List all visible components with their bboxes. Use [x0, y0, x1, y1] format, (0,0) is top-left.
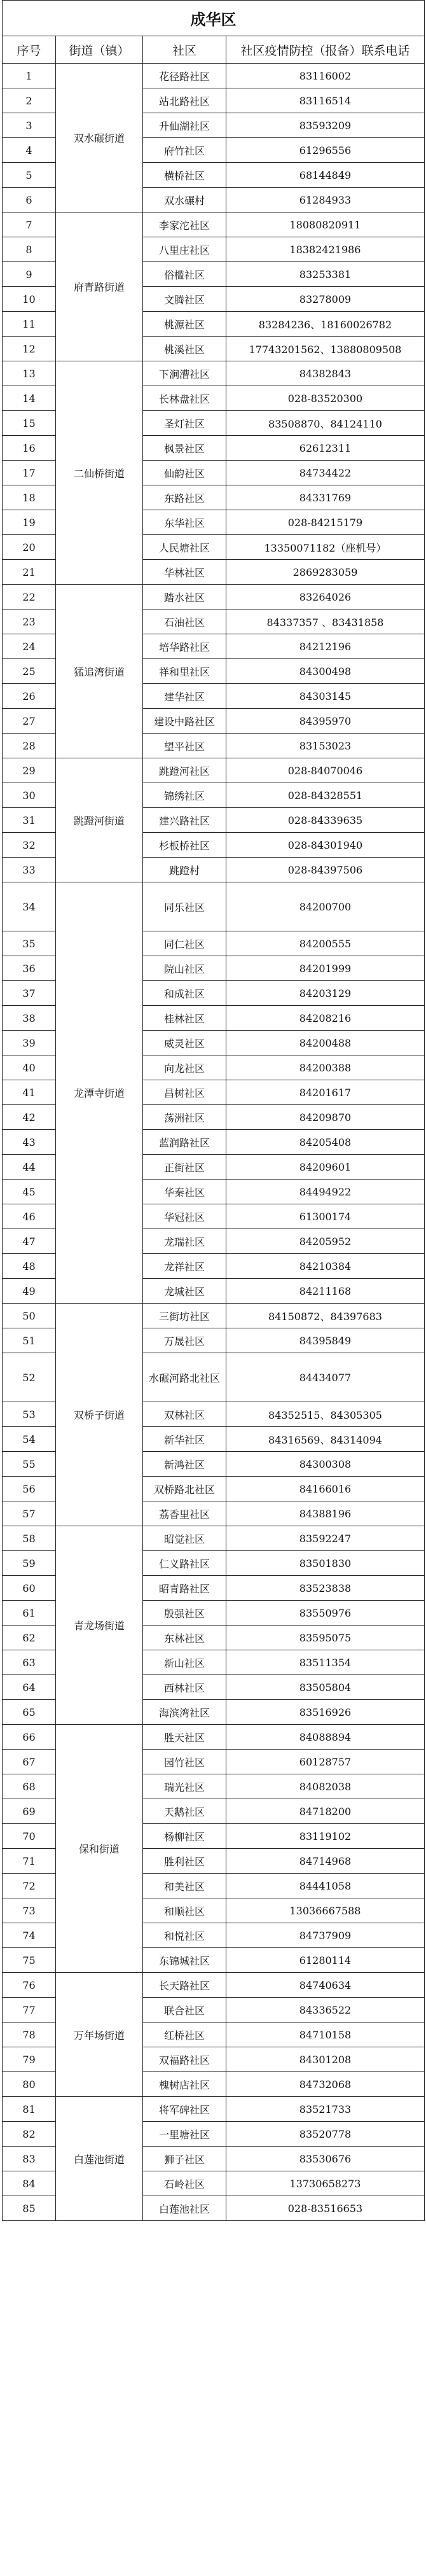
seq-cell: 54	[3, 1427, 56, 1452]
phone-cell: 84737909	[226, 1923, 425, 1948]
community-cell: 培华路社区	[143, 634, 226, 659]
phone-cell: 84388196	[226, 1501, 425, 1526]
phone-cell: 84208216	[226, 1006, 425, 1031]
phone-cell: 61296556	[226, 138, 425, 163]
community-cell: 建兴路社区	[143, 808, 226, 833]
community-cell: 建华社区	[143, 684, 226, 709]
community-cell: 八里庄社区	[143, 237, 226, 262]
seq-cell: 55	[3, 1452, 56, 1477]
phone-cell: 84200555	[226, 931, 425, 956]
phone-cell: 83595075	[226, 1626, 425, 1650]
phone-cell: 84205952	[226, 1229, 425, 1254]
community-cell: 俗槛社区	[143, 262, 226, 287]
header-street: 街道（镇）	[56, 36, 143, 64]
community-cell: 建设中路社区	[143, 709, 226, 734]
table-row	[3, 585, 425, 609]
seq-cell: 51	[3, 1328, 56, 1353]
street-cell: 猛追湾街道	[56, 585, 143, 758]
community-cell: 跳蹬河社区	[143, 758, 226, 783]
seq-cell: 46	[3, 1204, 56, 1229]
phone-cell: 84336522	[226, 1998, 425, 2023]
phone-cell: 84209870	[226, 1105, 425, 1130]
table-row	[3, 882, 425, 931]
street-cell: 青龙场街道	[56, 1526, 143, 1725]
community-cell: 升仙湖社区	[143, 113, 226, 138]
phone-cell: 84203129	[226, 981, 425, 1006]
header-phone: 社区疫情防控（报备）联系电话	[226, 36, 425, 64]
community-cell: 蓝润路社区	[143, 1130, 226, 1155]
community-cell: 仁义路社区	[143, 1551, 226, 1576]
community-cell: 万晟社区	[143, 1328, 226, 1353]
community-cell: 院山社区	[143, 956, 226, 981]
phone-cell: 83153023	[226, 734, 425, 758]
phone-cell: 84201617	[226, 1080, 425, 1105]
seq-cell: 64	[3, 1675, 56, 1700]
community-cell: 桂林社区	[143, 1006, 226, 1031]
phone-cell: 83119102	[226, 1824, 425, 1849]
phone-cell: 83511354	[226, 1650, 425, 1675]
seq-cell: 58	[3, 1526, 56, 1551]
seq-cell: 17	[3, 461, 56, 485]
community-cell: 桃源社区	[143, 312, 226, 337]
seq-cell: 59	[3, 1551, 56, 1576]
seq-cell: 25	[3, 659, 56, 684]
phone-cell: 84200700	[226, 882, 425, 931]
community-cell: 石油社区	[143, 609, 226, 634]
seq-cell: 45	[3, 1180, 56, 1204]
phone-cell: 18080820911	[226, 212, 425, 237]
seq-cell: 62	[3, 1626, 56, 1650]
seq-cell: 20	[3, 535, 56, 560]
seq-cell: 37	[3, 981, 56, 1006]
street-cell: 龙潭寺街道	[56, 882, 143, 1304]
community-cell: 正街社区	[143, 1155, 226, 1180]
table-row	[3, 1526, 425, 1551]
seq-cell: 7	[3, 212, 56, 237]
seq-cell: 30	[3, 783, 56, 808]
seq-cell: 13	[3, 361, 56, 386]
seq-cell: 65	[3, 1700, 56, 1725]
community-cell: 双水碾村	[143, 188, 226, 212]
community-cell: 狮子社区	[143, 2147, 226, 2171]
phone-cell: 13730658273	[226, 2171, 425, 2196]
seq-cell: 50	[3, 1304, 56, 1328]
street-cell: 二仙桥街道	[56, 361, 143, 585]
table-row	[3, 758, 425, 783]
seq-cell: 80	[3, 2072, 56, 2097]
community-cell: 胜天社区	[143, 1725, 226, 1750]
community-cell: 东路社区	[143, 485, 226, 510]
community-cell: 杨柳社区	[143, 1824, 226, 1849]
seq-cell: 19	[3, 510, 56, 535]
seq-cell: 22	[3, 585, 56, 609]
community-cell: 锦绣社区	[143, 783, 226, 808]
phone-cell: 84718200	[226, 1799, 425, 1824]
seq-cell: 3	[3, 113, 56, 138]
community-cell: 府竹社区	[143, 138, 226, 163]
community-cell: 昭觉社区	[143, 1526, 226, 1551]
phone-cell: 84300498	[226, 659, 425, 684]
street-cell: 双桥子街道	[56, 1304, 143, 1526]
seq-cell: 40	[3, 1055, 56, 1080]
seq-cell: 1	[3, 64, 56, 88]
phone-cell: 83550976	[226, 1601, 425, 1626]
phone-cell: 84382843	[226, 361, 425, 386]
phone-cell: 84303145	[226, 684, 425, 709]
phone-cell: 84200388	[226, 1055, 425, 1080]
seq-cell: 72	[3, 1874, 56, 1898]
community-cell: 双福路社区	[143, 2047, 226, 2072]
phone-cell: 83523838	[226, 1576, 425, 1601]
seq-cell: 63	[3, 1650, 56, 1675]
community-cell: 华林社区	[143, 560, 226, 585]
street-cell: 白莲池街道	[56, 2097, 143, 2221]
phone-cell: 84337357 、83431858	[226, 609, 425, 634]
phone-cell: 83521733	[226, 2097, 425, 2122]
seq-cell: 79	[3, 2047, 56, 2072]
community-cell: 三街坊社区	[143, 1304, 226, 1328]
community-cell: 龙城社区	[143, 1279, 226, 1304]
table-row	[3, 1304, 425, 1328]
seq-cell: 36	[3, 956, 56, 981]
community-cell: 白莲池社区	[143, 2196, 226, 2221]
phone-cell: 83264026	[226, 585, 425, 609]
table-title: 成华区	[3, 1, 425, 36]
seq-cell: 75	[3, 1948, 56, 1973]
seq-cell: 41	[3, 1080, 56, 1105]
phone-cell: 83253381	[226, 262, 425, 287]
community-cell: 一里塘社区	[143, 2122, 226, 2147]
community-cell: 桃溪社区	[143, 337, 226, 361]
phone-cell: 18382421986	[226, 237, 425, 262]
phone-cell: 028-84215179	[226, 510, 425, 535]
seq-cell: 38	[3, 1006, 56, 1031]
seq-cell: 9	[3, 262, 56, 287]
phone-cell: 84395849	[226, 1328, 425, 1353]
phone-cell: 028-84070046	[226, 758, 425, 783]
phone-cell: 84201999	[226, 956, 425, 981]
community-cell: 东华社区	[143, 510, 226, 535]
phone-cell: 83501830	[226, 1551, 425, 1576]
phone-cell: 83592247	[226, 1526, 425, 1551]
seq-cell: 81	[3, 2097, 56, 2122]
phone-cell: 84150872、84397683	[226, 1304, 425, 1328]
seq-cell: 4	[3, 138, 56, 163]
community-cell: 双桥路北社区	[143, 1477, 226, 1501]
seq-cell: 5	[3, 163, 56, 188]
seq-cell: 21	[3, 560, 56, 585]
community-cell: 李家沱社区	[143, 212, 226, 237]
phone-cell: 84166016	[226, 1477, 425, 1501]
seq-cell: 76	[3, 1973, 56, 1998]
phone-cell: 84740634	[226, 1973, 425, 1998]
community-cell: 跳蹬村	[143, 858, 226, 882]
street-cell: 跳蹬河街道	[56, 758, 143, 882]
seq-cell: 10	[3, 287, 56, 312]
seq-cell: 2	[3, 88, 56, 113]
seq-cell: 24	[3, 634, 56, 659]
phone-cell: 84714968	[226, 1849, 425, 1874]
table-row	[3, 212, 425, 237]
seq-cell: 43	[3, 1130, 56, 1155]
phone-cell: 83278009	[226, 287, 425, 312]
seq-cell: 34	[3, 882, 56, 931]
community-cell: 望平社区	[143, 734, 226, 758]
community-cell: 圣灯社区	[143, 411, 226, 436]
community-cell: 和成社区	[143, 981, 226, 1006]
seq-cell: 16	[3, 436, 56, 461]
community-cell: 红桥社区	[143, 2023, 226, 2047]
phone-cell: 83516926	[226, 1700, 425, 1725]
seq-cell: 26	[3, 684, 56, 709]
phone-cell: 17743201562、13880809508	[226, 337, 425, 361]
seq-cell: 69	[3, 1799, 56, 1824]
community-cell: 仙韵社区	[143, 461, 226, 485]
seq-cell: 83	[3, 2147, 56, 2171]
community-cell: 祥和里社区	[143, 659, 226, 684]
community-cell: 和悦社区	[143, 1923, 226, 1948]
community-cell: 昌树社区	[143, 1080, 226, 1105]
community-cell: 海滨湾社区	[143, 1700, 226, 1725]
community-cell: 联合社区	[143, 1998, 226, 2023]
phone-cell: 028-84328551	[226, 783, 425, 808]
phone-cell: 83508870、84124110	[226, 411, 425, 436]
community-cell: 同仁社区	[143, 931, 226, 956]
seq-cell: 14	[3, 386, 56, 411]
phone-cell: 028-84397506	[226, 858, 425, 882]
seq-cell: 11	[3, 312, 56, 337]
phone-cell: 83505804	[226, 1675, 425, 1700]
seq-cell: 84	[3, 2171, 56, 2196]
community-cell: 新华社区	[143, 1427, 226, 1452]
phone-cell: 84088894	[226, 1725, 425, 1750]
phone-cell: 61280114	[226, 1948, 425, 1973]
phone-cell: 84352515、84305305	[226, 1402, 425, 1427]
phone-cell: 84494922	[226, 1180, 425, 1204]
community-cell: 花径路社区	[143, 64, 226, 88]
phone-cell: 84209601	[226, 1155, 425, 1180]
community-cell: 同乐社区	[143, 882, 226, 931]
seq-cell: 57	[3, 1501, 56, 1526]
phone-cell: 2869283059	[226, 560, 425, 585]
seq-cell: 27	[3, 709, 56, 734]
phone-cell: 84212196	[226, 634, 425, 659]
table-header-row	[3, 36, 425, 64]
community-cell: 槐树店社区	[143, 2072, 226, 2097]
community-cell: 水碾河路北社区	[143, 1353, 226, 1402]
seq-cell: 31	[3, 808, 56, 833]
community-cell: 华秦社区	[143, 1180, 226, 1204]
community-cell: 石岭社区	[143, 2171, 226, 2196]
phone-cell: 84734422	[226, 461, 425, 485]
community-cell: 将军碑社区	[143, 2097, 226, 2122]
seq-cell: 73	[3, 1898, 56, 1923]
phone-cell: 84395970	[226, 709, 425, 734]
contact-table	[2, 0, 425, 2221]
community-cell: 荡洲社区	[143, 1105, 226, 1130]
community-cell: 向龙社区	[143, 1055, 226, 1080]
community-cell: 长天路社区	[143, 1973, 226, 1998]
seq-cell: 53	[3, 1402, 56, 1427]
seq-cell: 8	[3, 237, 56, 262]
seq-cell: 52	[3, 1353, 56, 1402]
phone-cell: 60128757	[226, 1750, 425, 1774]
phone-cell: 61284933	[226, 188, 425, 212]
street-cell: 保和街道	[56, 1725, 143, 1973]
table-row	[3, 361, 425, 386]
seq-cell: 32	[3, 833, 56, 858]
phone-cell: 62612311	[226, 436, 425, 461]
seq-cell: 28	[3, 734, 56, 758]
seq-cell: 18	[3, 485, 56, 510]
street-cell: 双水碾街道	[56, 64, 143, 212]
phone-cell: 84200488	[226, 1031, 425, 1055]
street-cell: 万年场街道	[56, 1973, 143, 2097]
seq-cell: 23	[3, 609, 56, 634]
phone-cell: 83116514	[226, 88, 425, 113]
seq-cell: 67	[3, 1750, 56, 1774]
phone-cell: 84210384	[226, 1254, 425, 1279]
community-cell: 长林盘社区	[143, 386, 226, 411]
phone-cell: 83520778	[226, 2122, 425, 2147]
seq-cell: 74	[3, 1923, 56, 1948]
community-cell: 杉板桥社区	[143, 833, 226, 858]
seq-cell: 66	[3, 1725, 56, 1750]
community-cell: 龙祥社区	[143, 1254, 226, 1279]
seq-cell: 6	[3, 188, 56, 212]
seq-cell: 48	[3, 1254, 56, 1279]
phone-cell: 84434077	[226, 1353, 425, 1402]
phone-cell: 13350071182（座机号）	[226, 535, 425, 560]
phone-cell: 028-84339635	[226, 808, 425, 833]
phone-cell: 68144849	[226, 163, 425, 188]
community-cell: 殷强社区	[143, 1601, 226, 1626]
seq-cell: 68	[3, 1774, 56, 1799]
phone-cell: 83116002	[226, 64, 425, 88]
header-seq: 序号	[3, 36, 56, 64]
seq-cell: 85	[3, 2196, 56, 2221]
seq-cell: 42	[3, 1105, 56, 1130]
community-cell: 荔香里社区	[143, 1501, 226, 1526]
phone-cell: 84300308	[226, 1452, 425, 1477]
phone-cell: 83530676	[226, 2147, 425, 2171]
seq-cell: 39	[3, 1031, 56, 1055]
community-cell: 天鹅社区	[143, 1799, 226, 1824]
phone-cell: 84732068	[226, 2072, 425, 2097]
phone-cell: 84710158	[226, 2023, 425, 2047]
seq-cell: 15	[3, 411, 56, 436]
community-cell: 胜利社区	[143, 1849, 226, 1874]
seq-cell: 49	[3, 1279, 56, 1304]
phone-cell: 83593209	[226, 113, 425, 138]
seq-cell: 35	[3, 931, 56, 956]
phone-cell: 028-83516653	[226, 2196, 425, 2221]
phone-cell: 13036667588	[226, 1898, 425, 1923]
seq-cell: 78	[3, 2023, 56, 2047]
community-cell: 双林社区	[143, 1402, 226, 1427]
community-cell: 踏水社区	[143, 585, 226, 609]
seq-cell: 29	[3, 758, 56, 783]
community-cell: 东锦城社区	[143, 1948, 226, 1973]
seq-cell: 70	[3, 1824, 56, 1849]
community-cell: 威灵社区	[143, 1031, 226, 1055]
community-cell: 瑞光社区	[143, 1774, 226, 1799]
seq-cell: 82	[3, 2122, 56, 2147]
phone-cell: 61300174	[226, 1204, 425, 1229]
phone-cell: 84316569、84314094	[226, 1427, 425, 1452]
community-cell: 和顺社区	[143, 1898, 226, 1923]
phone-cell: 84331769	[226, 485, 425, 510]
table-row	[3, 64, 425, 88]
seq-cell: 77	[3, 1998, 56, 2023]
community-cell: 下涧漕社区	[143, 361, 226, 386]
community-cell: 昭青路社区	[143, 1576, 226, 1601]
table-row	[3, 2097, 425, 2122]
seq-cell: 56	[3, 1477, 56, 1501]
community-cell: 文腾社区	[143, 287, 226, 312]
community-cell: 新山社区	[143, 1650, 226, 1675]
community-cell: 人民塘社区	[143, 535, 226, 560]
seq-cell: 44	[3, 1155, 56, 1180]
table-row	[3, 1973, 425, 1998]
seq-cell: 60	[3, 1576, 56, 1601]
phone-cell: 84205408	[226, 1130, 425, 1155]
seq-cell: 71	[3, 1849, 56, 1874]
community-cell: 横桥社区	[143, 163, 226, 188]
community-cell: 西林社区	[143, 1675, 226, 1700]
table-row	[3, 1725, 425, 1750]
seq-cell: 61	[3, 1601, 56, 1626]
phone-cell: 028-83520300	[226, 386, 425, 411]
community-cell: 园竹社区	[143, 1750, 226, 1774]
community-cell: 华冠社区	[143, 1204, 226, 1229]
header-community: 社区	[143, 36, 226, 64]
community-cell: 龙瑞社区	[143, 1229, 226, 1254]
phone-cell: 84082038	[226, 1774, 425, 1799]
community-cell: 站北路社区	[143, 88, 226, 113]
community-cell: 东林社区	[143, 1626, 226, 1650]
phone-cell: 83284236、18160026782	[226, 312, 425, 337]
phone-cell: 84301208	[226, 2047, 425, 2072]
community-cell: 枫景社区	[143, 436, 226, 461]
phone-cell: 84441058	[226, 1874, 425, 1898]
seq-cell: 47	[3, 1229, 56, 1254]
community-cell: 新鸿社区	[143, 1452, 226, 1477]
phone-cell: 028-84301940	[226, 833, 425, 858]
community-cell: 和美社区	[143, 1874, 226, 1898]
seq-cell: 33	[3, 858, 56, 882]
phone-cell: 84211168	[226, 1279, 425, 1304]
seq-cell: 12	[3, 337, 56, 361]
table-title-row	[3, 1, 425, 36]
street-cell: 府青路街道	[56, 212, 143, 361]
